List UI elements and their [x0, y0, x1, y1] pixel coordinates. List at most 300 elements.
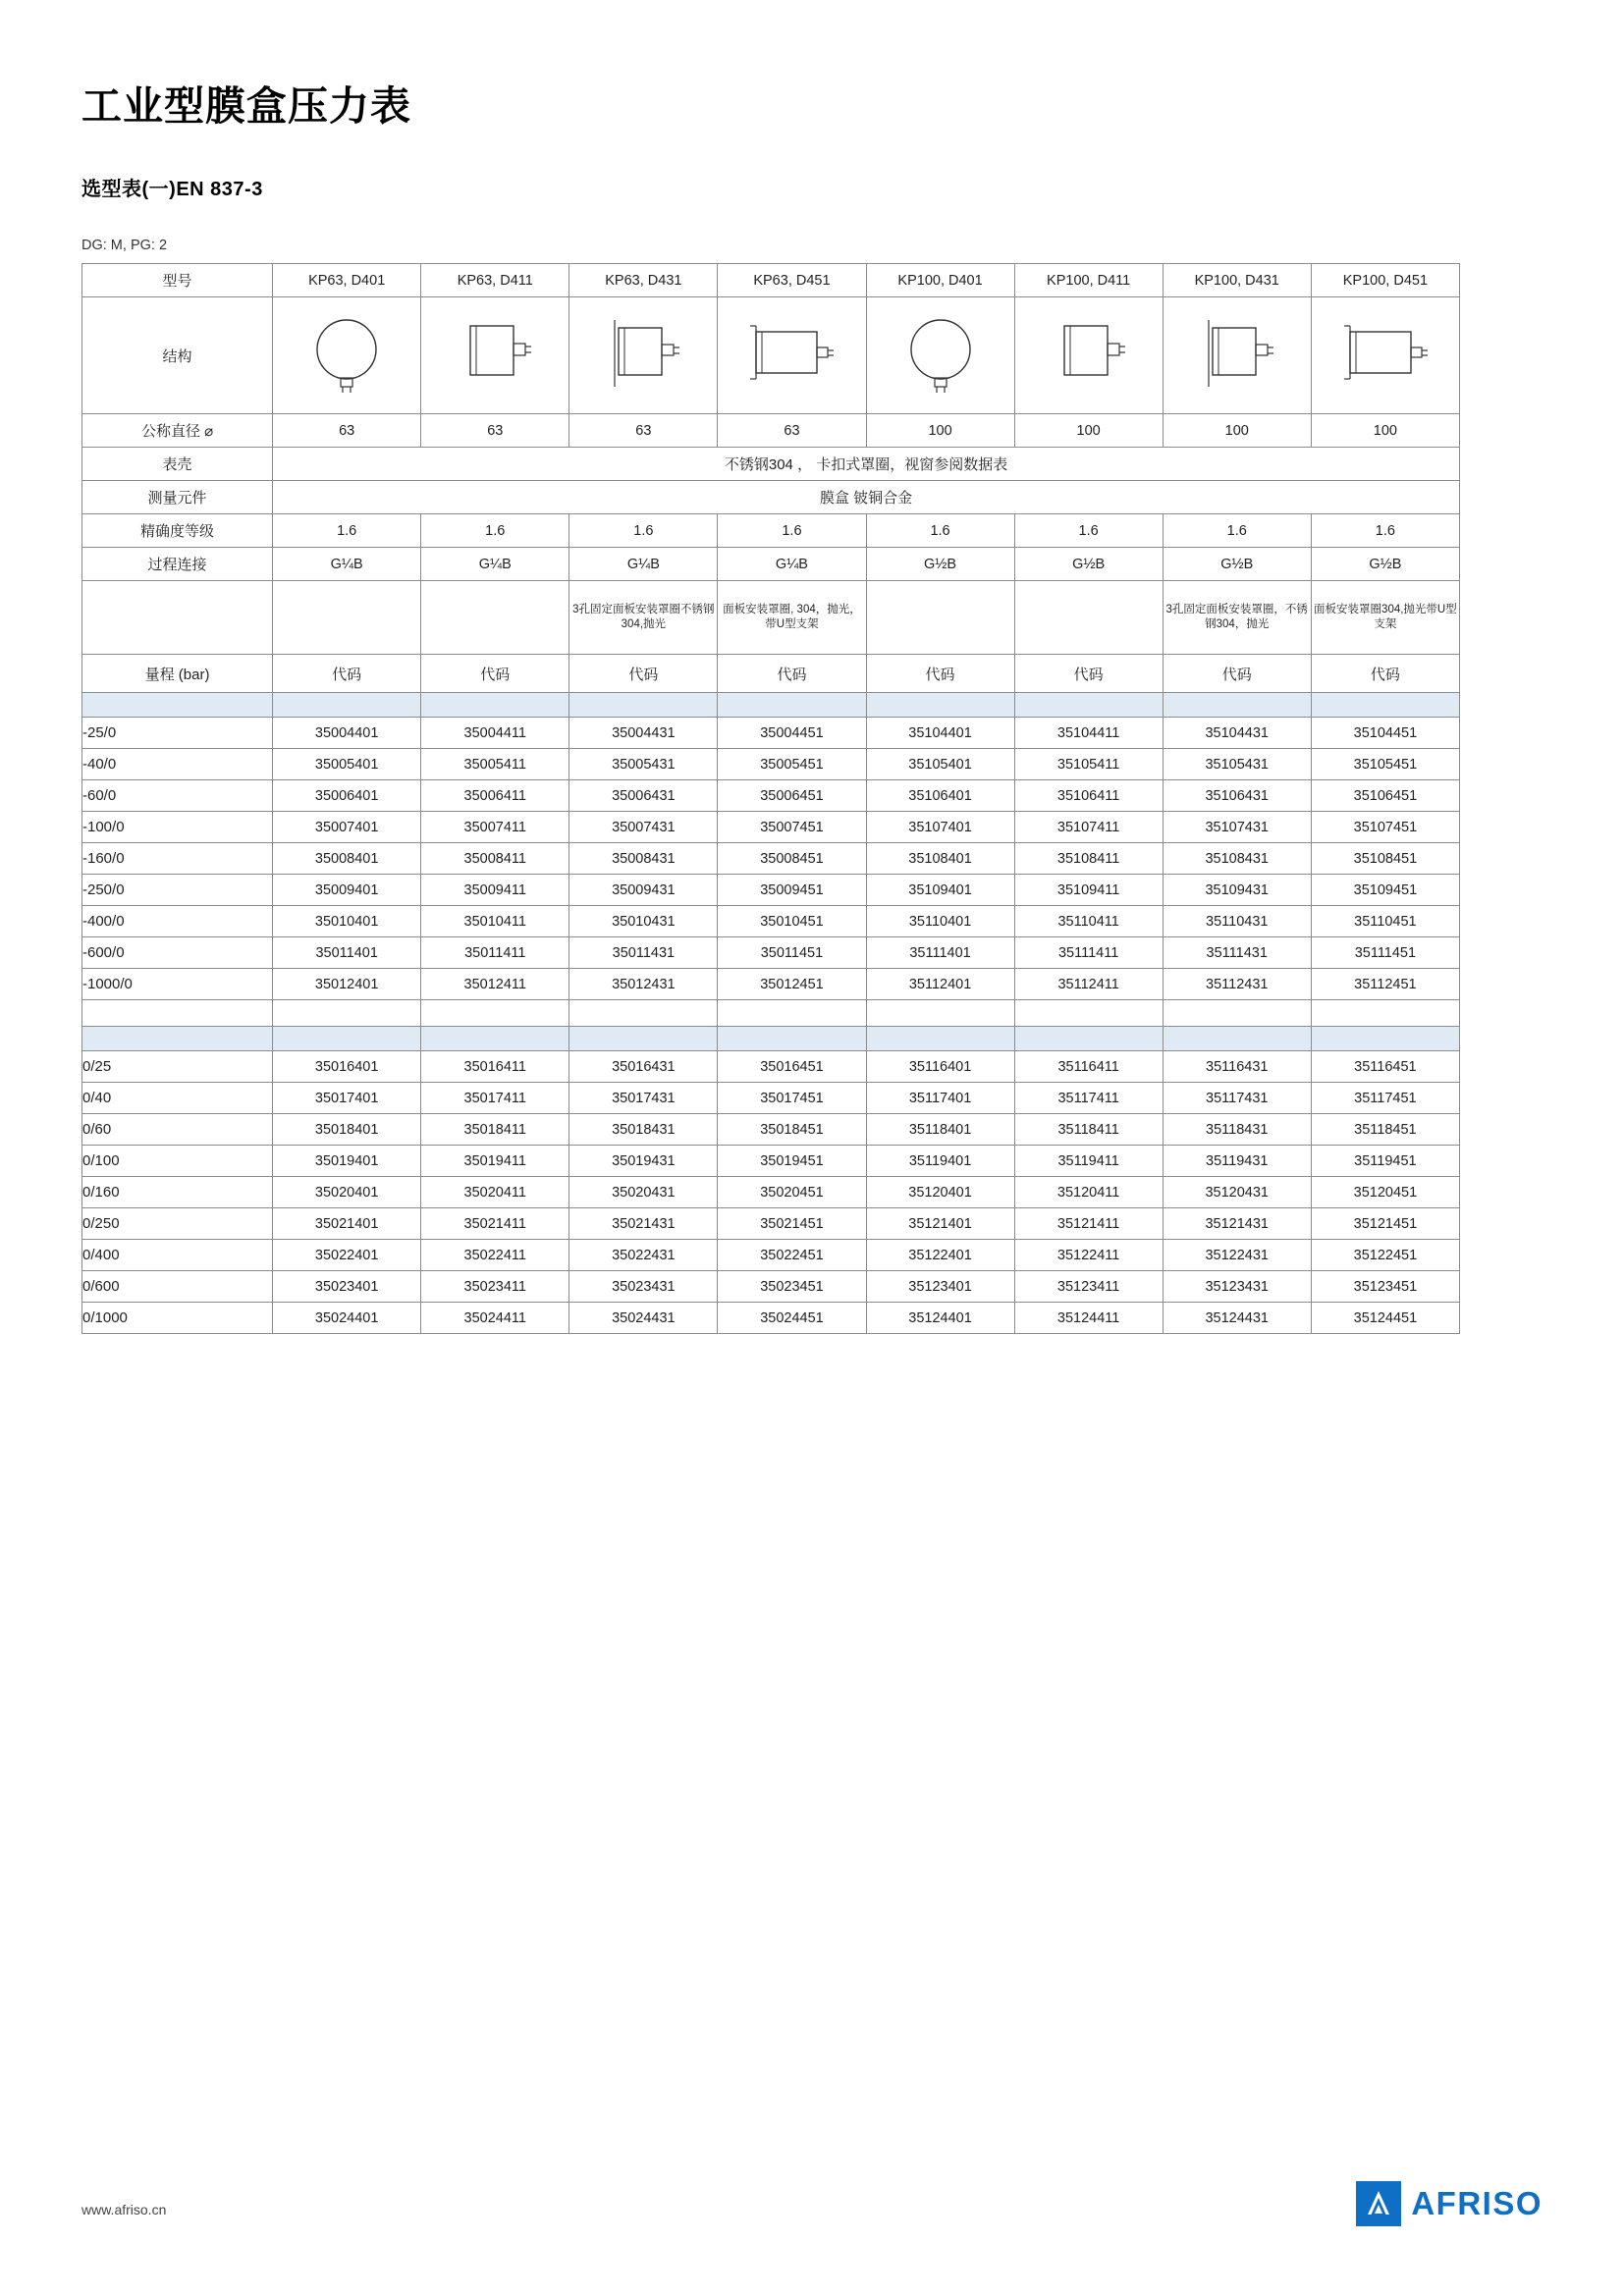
- band-cell: [1311, 1027, 1459, 1051]
- table-row: [82, 1303, 1460, 1334]
- table-row-notes: [82, 581, 1460, 655]
- order-code-cell[interactable]: 35120431: [1163, 1177, 1311, 1208]
- order-code-cell[interactable]: 35108411: [1014, 843, 1163, 875]
- band-cell: [421, 1027, 569, 1051]
- order-code-cell[interactable]: 35012431: [569, 969, 718, 1000]
- table-row-measuring-element: [82, 481, 1460, 514]
- order-code-cell[interactable]: 35106451: [1311, 780, 1459, 812]
- order-code-cell[interactable]: 35023401: [273, 1271, 421, 1303]
- row-label-range: 量程 (bar): [82, 655, 273, 693]
- spacer-cell: [273, 1000, 421, 1027]
- order-code-cell[interactable]: 35111411: [1014, 937, 1163, 969]
- code-header-7: 代码: [1311, 655, 1459, 693]
- structure-cell-2: [569, 297, 718, 414]
- table-row: [82, 875, 1460, 906]
- note-3: 面板安装罩圈, 304，抛光，带U型支架: [718, 581, 866, 655]
- order-code-cell[interactable]: 35008451: [718, 843, 866, 875]
- order-code-cell[interactable]: 35012401: [273, 969, 421, 1000]
- order-code-cell[interactable]: 35105431: [1163, 749, 1311, 780]
- order-code-cell[interactable]: 35122411: [1014, 1240, 1163, 1271]
- range-label: 0/160: [82, 1177, 273, 1208]
- column-header-6: KP100, D431: [1163, 264, 1311, 297]
- band-cell: [421, 693, 569, 718]
- order-code-cell[interactable]: 35010411: [421, 906, 569, 937]
- order-code-cell[interactable]: 35008401: [273, 843, 421, 875]
- accuracy-2: 1.6: [569, 514, 718, 548]
- band-cell: [866, 693, 1014, 718]
- order-code-cell[interactable]: 35010451: [718, 906, 866, 937]
- column-header-0: KP63, D401: [273, 264, 421, 297]
- band-cell: [1014, 693, 1163, 718]
- order-code-cell[interactable]: 35021401: [273, 1208, 421, 1240]
- range-label: -100/0: [82, 812, 273, 843]
- order-code-cell[interactable]: 35006411: [421, 780, 569, 812]
- band-cell: [273, 1027, 421, 1051]
- order-code-cell[interactable]: 35011451: [718, 937, 866, 969]
- order-code-cell[interactable]: 35022401: [273, 1240, 421, 1271]
- spacer-cell: [1014, 1000, 1163, 1027]
- spacer-cell: [421, 1000, 569, 1027]
- table-row: [82, 1051, 1460, 1083]
- order-code-cell[interactable]: 35120411: [1014, 1177, 1163, 1208]
- order-code-cell[interactable]: 35104401: [866, 718, 1014, 749]
- nominal-diameter-7: 100: [1311, 414, 1459, 448]
- order-code-cell[interactable]: 35005401: [273, 749, 421, 780]
- spacer-cell: [866, 1000, 1014, 1027]
- order-code-cell[interactable]: 35121431: [1163, 1208, 1311, 1240]
- code-header-0: 代码: [273, 655, 421, 693]
- process-connection-6: G½B: [1163, 548, 1311, 581]
- table-row: [82, 843, 1460, 875]
- range-label: 0/400: [82, 1240, 273, 1271]
- table-row: [82, 937, 1460, 969]
- range-label: 0/1000: [82, 1303, 273, 1334]
- order-code-cell[interactable]: 35121401: [866, 1208, 1014, 1240]
- order-code-cell[interactable]: 35117401: [866, 1083, 1014, 1114]
- order-code-cell[interactable]: 35017411: [421, 1083, 569, 1114]
- table-row: [82, 1114, 1460, 1146]
- process-connection-1: G¼B: [421, 548, 569, 581]
- order-code-cell[interactable]: 35011401: [273, 937, 421, 969]
- order-code-cell[interactable]: 35105411: [1014, 749, 1163, 780]
- order-code-cell[interactable]: 35006401: [273, 780, 421, 812]
- order-code-cell[interactable]: 35106431: [1163, 780, 1311, 812]
- order-code-cell[interactable]: 35004401: [273, 718, 421, 749]
- order-code-cell[interactable]: 35120451: [1311, 1177, 1459, 1208]
- table-row: [82, 969, 1460, 1000]
- table-row-code-header: [82, 655, 1460, 693]
- structure-cell-6: [1163, 297, 1311, 414]
- range-label: -160/0: [82, 843, 273, 875]
- order-code-cell[interactable]: 35019401: [273, 1146, 421, 1177]
- order-code-cell[interactable]: 35111451: [1311, 937, 1459, 969]
- page-subtitle: 选型表(一)EN 837-3: [81, 179, 263, 200]
- order-code-cell[interactable]: 35116411: [1014, 1051, 1163, 1083]
- order-code-cell[interactable]: 35109401: [866, 875, 1014, 906]
- table-row-model: [82, 264, 1460, 297]
- accuracy-6: 1.6: [1163, 514, 1311, 548]
- order-code-cell[interactable]: 35111401: [866, 937, 1014, 969]
- table-spacer-row: [82, 1000, 1460, 1027]
- order-code-cell[interactable]: 35116431: [1163, 1051, 1311, 1083]
- document-meta: DG: M, PG: 2: [81, 238, 168, 253]
- order-code-cell[interactable]: 35117451: [1311, 1083, 1459, 1114]
- order-code-cell[interactable]: 35121451: [1311, 1208, 1459, 1240]
- order-code-cell[interactable]: 35110411: [1014, 906, 1163, 937]
- order-code-cell[interactable]: 35106411: [1014, 780, 1163, 812]
- band-cell: [866, 1027, 1014, 1051]
- order-code-cell[interactable]: 35119401: [866, 1146, 1014, 1177]
- nominal-diameter-6: 100: [1163, 414, 1311, 448]
- order-code-cell[interactable]: 35011431: [569, 937, 718, 969]
- order-code-cell[interactable]: 35007401: [273, 812, 421, 843]
- note-0: [273, 581, 421, 655]
- brand-logo: [1356, 2181, 1543, 2226]
- band-cell: [569, 1027, 718, 1051]
- order-code-cell[interactable]: 35105451: [1311, 749, 1459, 780]
- order-code-cell[interactable]: 35012451: [718, 969, 866, 1000]
- order-code-cell[interactable]: 35017451: [718, 1083, 866, 1114]
- accuracy-3: 1.6: [718, 514, 866, 548]
- round-gauge-icon: [887, 310, 995, 400]
- row-label-structure: 结构: [82, 297, 273, 414]
- table-row: [82, 780, 1460, 812]
- order-code-cell[interactable]: 35123401: [866, 1271, 1014, 1303]
- structure-cell-4: [866, 297, 1014, 414]
- structure-cell-1: [421, 297, 569, 414]
- order-code-cell[interactable]: 35117431: [1163, 1083, 1311, 1114]
- table-band-row: [82, 693, 1460, 718]
- order-code-cell[interactable]: 35023411: [421, 1271, 569, 1303]
- order-code-cell[interactable]: 35021411: [421, 1208, 569, 1240]
- range-label: 0/250: [82, 1208, 273, 1240]
- order-code-cell[interactable]: 35016431: [569, 1051, 718, 1083]
- order-code-cell[interactable]: 35004431: [569, 718, 718, 749]
- order-code-cell[interactable]: 35022411: [421, 1240, 569, 1271]
- table-row: [82, 812, 1460, 843]
- order-code-cell[interactable]: 35018401: [273, 1114, 421, 1146]
- nominal-diameter-0: 63: [273, 414, 421, 448]
- note-4: [866, 581, 1014, 655]
- order-code-cell[interactable]: 35121411: [1014, 1208, 1163, 1240]
- order-code-cell[interactable]: 35119451: [1311, 1146, 1459, 1177]
- band-cell: [718, 693, 866, 718]
- column-header-2: KP63, D431: [569, 264, 718, 297]
- order-code-cell[interactable]: 35110401: [866, 906, 1014, 937]
- order-code-cell[interactable]: 35124401: [866, 1303, 1014, 1334]
- order-code-cell[interactable]: 35108431: [1163, 843, 1311, 875]
- row-label-nominal-diameter: 公称直径 ⌀: [82, 414, 273, 448]
- accuracy-7: 1.6: [1311, 514, 1459, 548]
- range-label: 0/100: [82, 1146, 273, 1177]
- order-code-cell[interactable]: 35118411: [1014, 1114, 1163, 1146]
- order-code-cell[interactable]: 35108451: [1311, 843, 1459, 875]
- table-row: [82, 1208, 1460, 1240]
- order-code-cell[interactable]: 35122451: [1311, 1240, 1459, 1271]
- order-code-cell[interactable]: 35016451: [718, 1051, 866, 1083]
- panel-gauge-icon: [1035, 310, 1143, 400]
- order-code-cell[interactable]: 35124431: [1163, 1303, 1311, 1334]
- order-code-cell[interactable]: 35112431: [1163, 969, 1311, 1000]
- order-code-cell[interactable]: 35122431: [1163, 1240, 1311, 1271]
- range-label: 0/60: [82, 1114, 273, 1146]
- order-code-cell[interactable]: 35108401: [866, 843, 1014, 875]
- table-row: [82, 749, 1460, 780]
- case-text: 不锈钢304 ， 卡扣式罩圈，视窗参阅数据表: [273, 448, 1460, 481]
- order-code-cell[interactable]: 35024451: [718, 1303, 866, 1334]
- afriso-mark-icon: [1356, 2181, 1401, 2226]
- code-header-2: 代码: [569, 655, 718, 693]
- row-label-model: 型号: [82, 264, 273, 297]
- order-code-cell[interactable]: 35005451: [718, 749, 866, 780]
- code-header-4: 代码: [866, 655, 1014, 693]
- row-label-process-connection: 过程连接: [82, 548, 273, 581]
- order-code-cell[interactable]: 35021451: [718, 1208, 866, 1240]
- range-label: -60/0: [82, 780, 273, 812]
- order-code-cell[interactable]: 35024411: [421, 1303, 569, 1334]
- order-code-cell[interactable]: 35116401: [866, 1051, 1014, 1083]
- band-cell: [82, 1027, 273, 1051]
- order-code-cell[interactable]: 35016401: [273, 1051, 421, 1083]
- order-code-cell[interactable]: 35107451: [1311, 812, 1459, 843]
- order-code-cell[interactable]: 35107431: [1163, 812, 1311, 843]
- order-code-cell[interactable]: 35124411: [1014, 1303, 1163, 1334]
- order-code-cell[interactable]: 35005411: [421, 749, 569, 780]
- order-code-cell[interactable]: 35117411: [1014, 1083, 1163, 1114]
- order-code-cell[interactable]: 35118431: [1163, 1114, 1311, 1146]
- order-code-cell[interactable]: 35020451: [718, 1177, 866, 1208]
- order-code-cell[interactable]: 35116451: [1311, 1051, 1459, 1083]
- nominal-diameter-4: 100: [866, 414, 1014, 448]
- order-code-cell[interactable]: 35020431: [569, 1177, 718, 1208]
- band-cell: [569, 693, 718, 718]
- page-content: [81, 0, 1460, 1334]
- range-label: -250/0: [82, 875, 273, 906]
- note-1: [421, 581, 569, 655]
- order-code-cell[interactable]: 35017431: [569, 1083, 718, 1114]
- order-code-cell[interactable]: 35106401: [866, 780, 1014, 812]
- order-code-cell[interactable]: 35107401: [866, 812, 1014, 843]
- order-code-cell[interactable]: 35118451: [1311, 1114, 1459, 1146]
- accuracy-0: 1.6: [273, 514, 421, 548]
- note-7: 面板安装罩圈304,抛光带U型支架: [1311, 581, 1459, 655]
- order-code-cell[interactable]: 35005431: [569, 749, 718, 780]
- order-code-cell[interactable]: 35008411: [421, 843, 569, 875]
- order-code-cell[interactable]: 35022431: [569, 1240, 718, 1271]
- measuring-element-text: 膜盒 铍铜合金: [273, 481, 1460, 514]
- order-code-cell[interactable]: 35119411: [1014, 1146, 1163, 1177]
- accuracy-5: 1.6: [1014, 514, 1163, 548]
- table-row: [82, 1240, 1460, 1271]
- order-code-cell[interactable]: 35118401: [866, 1114, 1014, 1146]
- band-cell: [1014, 1027, 1163, 1051]
- order-code-cell[interactable]: 35009411: [421, 875, 569, 906]
- column-header-3: KP63, D451: [718, 264, 866, 297]
- flange-gauge-icon: [1326, 310, 1444, 400]
- table-row-structure: [82, 297, 1460, 414]
- order-code-cell[interactable]: 35019451: [718, 1146, 866, 1177]
- table-row: [82, 1271, 1460, 1303]
- order-code-cell[interactable]: 35004411: [421, 718, 569, 749]
- order-code-cell[interactable]: 35021431: [569, 1208, 718, 1240]
- note-6: 3孔固定面板安装罩圈，不锈钢304，抛光: [1163, 581, 1311, 655]
- process-connection-5: G½B: [1014, 548, 1163, 581]
- spacer-cell: [82, 1000, 273, 1027]
- order-code-cell[interactable]: 35110431: [1163, 906, 1311, 937]
- band-cell: [1311, 693, 1459, 718]
- order-code-cell[interactable]: 35019431: [569, 1146, 718, 1177]
- band-cell: [82, 693, 273, 718]
- order-code-cell[interactable]: 35007451: [718, 812, 866, 843]
- order-code-cell[interactable]: 35119431: [1163, 1146, 1311, 1177]
- order-code-cell[interactable]: 35123431: [1163, 1271, 1311, 1303]
- order-code-cell[interactable]: 35020401: [273, 1177, 421, 1208]
- flange-gauge-icon: [732, 310, 850, 400]
- range-label: -600/0: [82, 937, 273, 969]
- band-cell: [1163, 1027, 1311, 1051]
- table-row-process-connection: [82, 548, 1460, 581]
- order-code-cell[interactable]: 35012411: [421, 969, 569, 1000]
- brand-name: AFRISO: [1411, 2185, 1543, 2221]
- nominal-diameter-1: 63: [421, 414, 569, 448]
- process-connection-2: G¼B: [569, 548, 718, 581]
- row-label-notes: [82, 581, 273, 655]
- spacer-cell: [1311, 1000, 1459, 1027]
- process-connection-4: G½B: [866, 548, 1014, 581]
- accuracy-4: 1.6: [866, 514, 1014, 548]
- row-label-accuracy: 精确度等级: [82, 514, 273, 548]
- order-code-cell[interactable]: 35006431: [569, 780, 718, 812]
- order-code-cell[interactable]: 35122401: [866, 1240, 1014, 1271]
- column-header-4: KP100, D401: [866, 264, 1014, 297]
- code-header-6: 代码: [1163, 655, 1311, 693]
- order-code-cell[interactable]: 35010431: [569, 906, 718, 937]
- order-code-cell[interactable]: 35011411: [421, 937, 569, 969]
- table-band-row: [82, 1027, 1460, 1051]
- order-code-cell[interactable]: 35111431: [1163, 937, 1311, 969]
- order-code-cell[interactable]: 35112451: [1311, 969, 1459, 1000]
- round-gauge-icon: [293, 310, 401, 400]
- order-code-cell[interactable]: 35109411: [1014, 875, 1163, 906]
- footer-url[interactable]: www.afriso.cn: [81, 2202, 167, 2217]
- order-code-cell[interactable]: 35124451: [1311, 1303, 1459, 1334]
- order-code-cell[interactable]: 35017401: [273, 1083, 421, 1114]
- order-code-cell[interactable]: 35019411: [421, 1146, 569, 1177]
- note-2: 3孔固定面板安装罩圈不锈钢304,抛光: [569, 581, 718, 655]
- order-code-cell[interactable]: 35006451: [718, 780, 866, 812]
- order-code-cell[interactable]: 35010401: [273, 906, 421, 937]
- order-code-cell[interactable]: 35009431: [569, 875, 718, 906]
- range-label: -400/0: [82, 906, 273, 937]
- table-row: [82, 906, 1460, 937]
- band-cell: [1163, 693, 1311, 718]
- order-code-cell[interactable]: 35024401: [273, 1303, 421, 1334]
- order-code-cell[interactable]: 35112401: [866, 969, 1014, 1000]
- note-5: [1014, 581, 1163, 655]
- process-connection-0: G¼B: [273, 548, 421, 581]
- process-connection-3: G¼B: [718, 548, 866, 581]
- row-label-measuring-element: 测量元件: [82, 481, 273, 514]
- nominal-diameter-5: 100: [1014, 414, 1163, 448]
- order-code-cell[interactable]: 35018451: [718, 1114, 866, 1146]
- order-code-cell[interactable]: 35009401: [273, 875, 421, 906]
- order-code-cell[interactable]: 35007411: [421, 812, 569, 843]
- bracket-gauge-icon: [1183, 310, 1291, 400]
- order-code-cell[interactable]: 35004451: [718, 718, 866, 749]
- code-header-3: 代码: [718, 655, 866, 693]
- table-row: [82, 1177, 1460, 1208]
- range-label: 0/40: [82, 1083, 273, 1114]
- order-code-cell[interactable]: 35007431: [569, 812, 718, 843]
- table-row: [82, 718, 1460, 749]
- order-code-cell[interactable]: 35104431: [1163, 718, 1311, 749]
- order-code-cell[interactable]: 35016411: [421, 1051, 569, 1083]
- range-label: -25/0: [82, 718, 273, 749]
- column-header-5: KP100, D411: [1014, 264, 1163, 297]
- order-code-cell[interactable]: 35023431: [569, 1271, 718, 1303]
- accuracy-1: 1.6: [421, 514, 569, 548]
- order-code-cell[interactable]: 35112411: [1014, 969, 1163, 1000]
- structure-cell-3: [718, 297, 866, 414]
- column-header-7: KP100, D451: [1311, 264, 1459, 297]
- nominal-diameter-3: 63: [718, 414, 866, 448]
- range-label: 0/25: [82, 1051, 273, 1083]
- order-code-cell[interactable]: 35109451: [1311, 875, 1459, 906]
- selection-table: [81, 263, 1460, 1334]
- order-code-cell[interactable]: 35018431: [569, 1114, 718, 1146]
- structure-cell-0: [273, 297, 421, 414]
- order-code-cell[interactable]: 35024431: [569, 1303, 718, 1334]
- structure-cell-5: [1014, 297, 1163, 414]
- order-code-cell[interactable]: 35009451: [718, 875, 866, 906]
- spacer-cell: [569, 1000, 718, 1027]
- order-code-cell[interactable]: 35110451: [1311, 906, 1459, 937]
- order-code-cell[interactable]: 35020411: [421, 1177, 569, 1208]
- order-code-cell[interactable]: 35105401: [866, 749, 1014, 780]
- code-header-1: 代码: [421, 655, 569, 693]
- order-code-cell[interactable]: 35123411: [1014, 1271, 1163, 1303]
- order-code-cell[interactable]: 35023451: [718, 1271, 866, 1303]
- band-cell: [273, 693, 421, 718]
- nominal-diameter-2: 63: [569, 414, 718, 448]
- order-code-cell[interactable]: 35008431: [569, 843, 718, 875]
- table-row-case: [82, 448, 1460, 481]
- table-row-accuracy: [82, 514, 1460, 548]
- bracket-gauge-icon: [589, 310, 697, 400]
- process-connection-7: G½B: [1311, 548, 1459, 581]
- structure-cell-7: [1311, 297, 1459, 414]
- order-code-cell[interactable]: 35120401: [866, 1177, 1014, 1208]
- spacer-cell: [1163, 1000, 1311, 1027]
- column-header-1: KP63, D411: [421, 264, 569, 297]
- panel-gauge-icon: [441, 310, 549, 400]
- order-code-cell[interactable]: 35104411: [1014, 718, 1163, 749]
- row-label-case: 表壳: [82, 448, 273, 481]
- order-code-cell[interactable]: 35022451: [718, 1240, 866, 1271]
- order-code-cell[interactable]: 35109431: [1163, 875, 1311, 906]
- code-header-5: 代码: [1014, 655, 1163, 693]
- order-code-cell[interactable]: 35018411: [421, 1114, 569, 1146]
- table-row-nominal-diameter: [82, 414, 1460, 448]
- order-code-cell[interactable]: 35104451: [1311, 718, 1459, 749]
- page-title: 工业型膜盒压力表: [81, 83, 411, 129]
- range-label: -40/0: [82, 749, 273, 780]
- table-row: [82, 1146, 1460, 1177]
- table-row: [82, 1083, 1460, 1114]
- band-cell: [718, 1027, 866, 1051]
- order-code-cell[interactable]: 35123451: [1311, 1271, 1459, 1303]
- order-code-cell[interactable]: 35107411: [1014, 812, 1163, 843]
